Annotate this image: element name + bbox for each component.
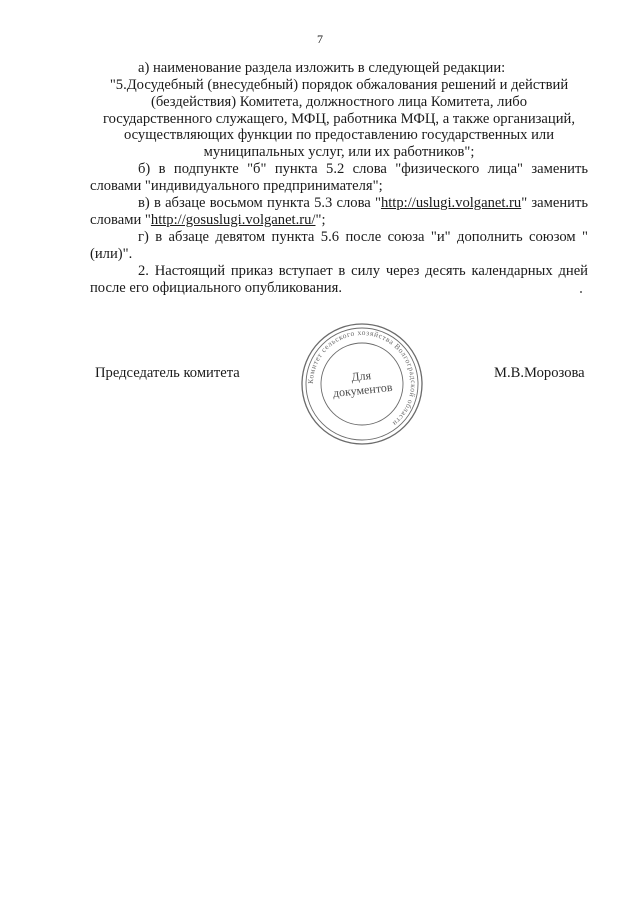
paragraph-v xyxy=(90,195,588,229)
section-title-line-4: осуществляющих функции по предоставлению государственных или xyxy=(123,127,555,144)
paragraph-v-before: в) в абзаце восьмом пункта 5.3 слова " xyxy=(138,195,381,211)
section-title-line-1: "5.Досудебный (внесудебный) порядок обжалования решений и действий xyxy=(109,77,569,93)
paragraph-b xyxy=(90,161,588,195)
paragraph-g xyxy=(90,229,588,263)
gosuslugi-link[interactable]: http://gosuslugi.volganet.ru/ xyxy=(150,211,316,228)
signer-name: М.В.Морозова xyxy=(494,365,585,381)
paragraph-2 xyxy=(90,263,588,297)
paragraph-v-after: "; xyxy=(315,211,326,228)
page-number: 7 xyxy=(317,32,323,46)
official-stamp xyxy=(300,322,424,446)
paragraph-a-text: а) наименование раздела изложить в следующей редакции: xyxy=(138,60,506,76)
stamp-ring-textpath: Комитет сельского хозяйства Волгоградской области xyxy=(305,327,419,429)
scan-speck xyxy=(580,291,582,293)
paragraph-v-middle: " заменить словами " xyxy=(90,195,589,228)
paragraph-v-text xyxy=(90,195,588,229)
paragraph-g-text: г) в абзаце девятом пункта 5.6 после союза "и" дополнить союзом "(или)". xyxy=(90,229,588,262)
stamp-center-line-2: документов xyxy=(332,379,394,401)
paragraph-2-text: 2. Настоящий приказ вступает в силу через десять календарных дней после его официального опубликования. xyxy=(90,263,588,296)
section-title xyxy=(90,77,588,161)
stamp-center-line-1: Для xyxy=(350,368,372,385)
paragraph-b-text: б) в подпункте "б" пункта 5.2 слова "физического лица" заменить словами "индивидуального предпринимателя"; xyxy=(90,161,588,194)
signer-title: Председатель комитета xyxy=(95,365,240,381)
section-title-line-3: государственного служащего, МФЦ, работника МФЦ, а также организаций, xyxy=(103,110,575,127)
paragraph-a xyxy=(90,60,588,77)
section-title-line-2: (бездействия) Комитета, должностного лица Комитета, либо xyxy=(151,93,527,110)
uslugi-link[interactable]: http://uslugi.volganet.ru xyxy=(380,195,522,211)
section-title-line-5: муниципальных услуг, или их работников"; xyxy=(203,144,475,161)
